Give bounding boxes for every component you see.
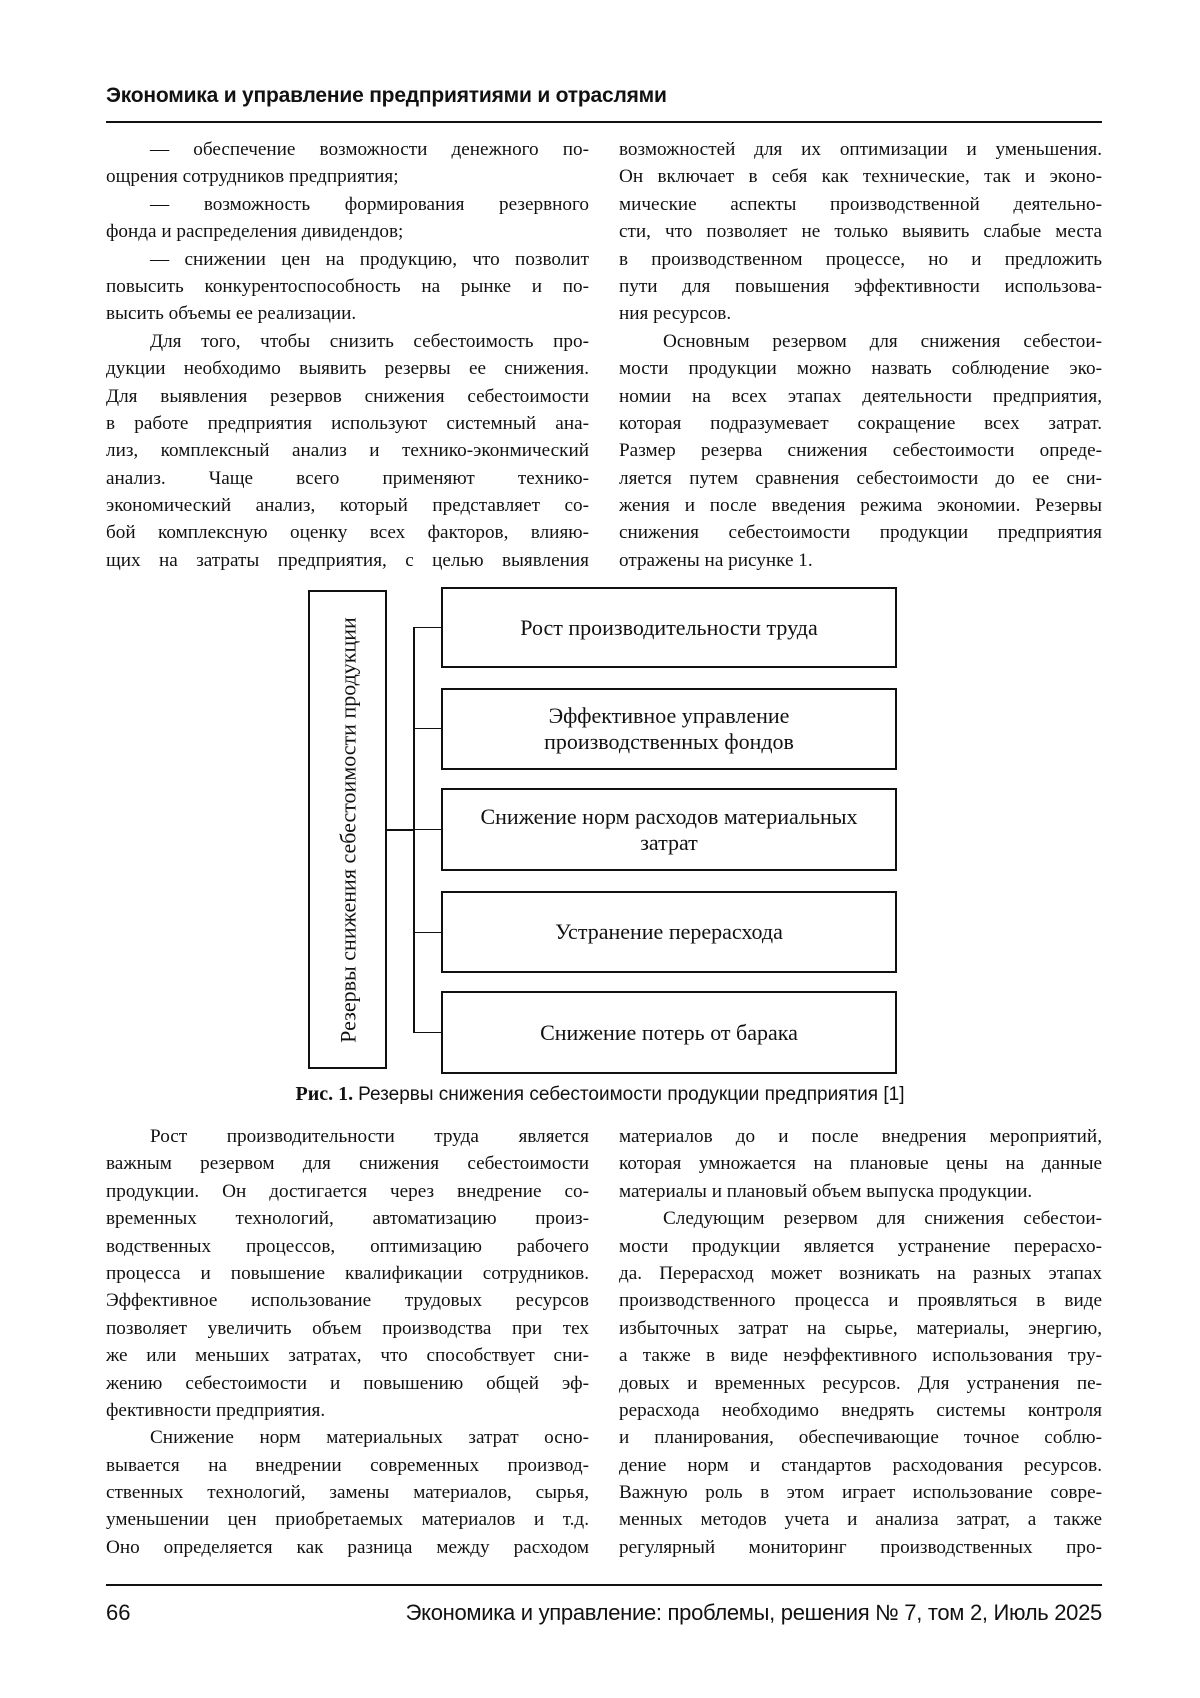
text-line: снижения себестоимости продукции предприятия: [619, 522, 1102, 544]
text-line: вывается на внедрении современных производ-: [106, 1454, 589, 1476]
text-line: — обеспечение возможности денежного по-: [150, 139, 589, 160]
connector-line: [413, 829, 441, 830]
connector-trunk: [413, 627, 415, 1033]
text-line: сти, что позволяет не только выявить слабые места: [619, 221, 1102, 243]
text-line: Рост производительности труда является: [150, 1126, 589, 1147]
text-line: ощрения сотрудников предприятия;: [106, 166, 399, 188]
text-line: дение норм и стандартов расходования ресурсов.: [619, 1454, 1102, 1476]
text-line: лиз, комплексный анализ и технико-эконмический: [106, 440, 589, 462]
diagram-item-box: Рост производительности труда: [441, 587, 897, 668]
diagram-item-box: Снижение потерь от барака: [441, 991, 897, 1074]
text-line: которая подразумевает сокращение всех затрат.: [619, 412, 1102, 434]
text-line: Основным резервом для снижения себестои-: [663, 330, 1102, 352]
connector-line: [413, 728, 441, 729]
connector-line: [413, 1032, 441, 1033]
text-line: номии на всех этапах деятельности предприятия,: [619, 385, 1102, 407]
caption-label: Рис. 1.: [295, 1083, 354, 1105]
text-line: ляется путем сравнения себестоимости до ее сни-: [619, 467, 1102, 489]
text-line: рерасхода необходимо внедрять системы контроля: [619, 1399, 1102, 1421]
footer-rule: [106, 1584, 1102, 1586]
text-column-bottom-right: [619, 1123, 1102, 1561]
diagram-item-box: Снижение норм расходов материальных затрат: [441, 788, 897, 871]
text-line: в работе предприятия используют системный ана-: [106, 412, 589, 434]
text-line: и планирования, обеспечивающие точное соблю-: [619, 1427, 1102, 1449]
text-line: отражены на рисунке 1.: [619, 549, 813, 571]
text-line: высить объемы ее реализации.: [106, 303, 357, 325]
text-line: в производственном процессе, но и предложить: [619, 248, 1102, 270]
text-line: мические аспекты производственной деятельно-: [619, 193, 1102, 215]
text-line: материалов до и после внедрения мероприятий,: [619, 1126, 1102, 1147]
diagram-item-box: Устранение перерасхода: [441, 891, 897, 973]
text-line: жения и после введения режима экономии. Резервы: [619, 495, 1102, 517]
text-line: водственных процессов, оптимизацию рабочего: [106, 1235, 589, 1257]
journal-info: Экономика и управление: проблемы, решения № 7, том 2, Июль 2025: [405, 1600, 1102, 1625]
text-line: мости продукции можно назвать соблюдение эко-: [619, 358, 1102, 380]
text-column-top-right: [619, 136, 1102, 574]
text-line: Следующим резервом для снижения себестои-: [663, 1208, 1102, 1230]
text-line: продукции. Он достигается через внедрение со-: [106, 1180, 589, 1202]
text-line: щих на затраты предприятия, с целью выявления: [106, 549, 589, 571]
text-line: ственных технологий, замены материалов, сырья,: [106, 1482, 589, 1504]
text-line: временных технологий, автоматизацию произ-: [106, 1208, 589, 1230]
connector-line: [413, 932, 441, 933]
text-line: довых и временных ресурсов. Для устранения пе-: [619, 1372, 1102, 1394]
running-title: Экономика и управление предприятиями и отраслями: [106, 84, 667, 107]
diagram-root-box: [308, 590, 387, 1069]
text-line: фективности предприятия.: [106, 1399, 326, 1421]
text-line: производственного процесса и проявляться в виде: [619, 1290, 1102, 1312]
text-line: а также в виде неэффективного использования тру-: [619, 1345, 1102, 1367]
text-line: которая умножается на плановые цены на данные: [619, 1153, 1102, 1175]
text-line: избыточных затрат на сырье, материалы, энергию,: [619, 1317, 1102, 1339]
text-line: возможностей для их оптимизации и уменьшения.: [619, 139, 1102, 160]
diagram-root-label: Резервы снижения себестоимости продукции: [335, 616, 360, 1043]
text-line: фонда и распределения дивидендов;: [106, 221, 404, 243]
text-column-bottom-left: [106, 1123, 589, 1561]
header-rule: [106, 121, 1102, 123]
text-line: — возможность формирования резервного: [150, 193, 589, 215]
text-line: Для того, чтобы снизить себестоимость про-: [150, 330, 589, 352]
figure-caption: [0, 1083, 1200, 1106]
text-line: пути для повышения эффективности использова-: [619, 275, 1102, 297]
text-line: мости продукции является устранение перерасхо-: [619, 1235, 1102, 1257]
text-line: Для выявления резервов снижения себестоимости: [106, 385, 589, 407]
text-line: же или меньших затратах, что способствует сни-: [106, 1345, 589, 1367]
text-line: процесса и повышение квалификации сотрудников.: [106, 1262, 589, 1284]
text-line: позволяет увеличить объем производства при тех: [106, 1317, 589, 1339]
text-line: анализ. Чаще всего применяют технико-: [106, 467, 589, 489]
caption-text: Резервы снижения себестоимости продукции предприятия [1]: [358, 1084, 905, 1105]
text-line: жению себестоимости и повышению общей эф-: [106, 1372, 589, 1394]
text-line: да. Перерасход может возникать на разных этапах: [619, 1262, 1102, 1284]
text-column-top-left: [106, 136, 589, 574]
text-line: важным резервом для снижения себестоимости: [106, 1153, 589, 1175]
text-line: дукции необходимо выявить резервы ее снижения.: [106, 358, 589, 380]
text-line: уменьшении цен приобретаемых материалов и т.д.: [106, 1509, 589, 1531]
text-line: Оно определяется как разница между расходом: [106, 1536, 589, 1558]
page-number: 66: [106, 1600, 131, 1625]
text-line: бой комплексную оценку всех факторов, влияю-: [106, 522, 589, 544]
connector-line: [413, 627, 441, 628]
text-line: Размер резерва снижения себестоимости опреде-: [619, 440, 1102, 462]
text-line: экономический анализ, который представляет со-: [106, 495, 589, 517]
text-line: материалы и плановый объем выпуска продукции.: [619, 1180, 1033, 1202]
text-line: Снижение норм материальных затрат осно-: [150, 1427, 589, 1449]
diagram-item-box: Эффективное управление производственных фондов: [441, 688, 897, 770]
text-line: менных методов учета и анализа затрат, а также: [619, 1509, 1102, 1531]
text-line: повысить конкурентоспособность на рынке и по-: [106, 275, 589, 297]
text-line: — снижении цен на продукцию, что позволит: [150, 248, 589, 270]
connector-line: [387, 829, 414, 831]
text-line: ния ресурсов.: [619, 303, 732, 325]
text-line: Эффективное использование трудовых ресурсов: [106, 1290, 589, 1312]
text-line: регулярный мониторинг производственных про-: [619, 1536, 1102, 1558]
text-line: Важную роль в этом играет использование совре-: [619, 1482, 1102, 1504]
text-line: Он включает в себя как технические, так и эконо-: [619, 166, 1102, 188]
